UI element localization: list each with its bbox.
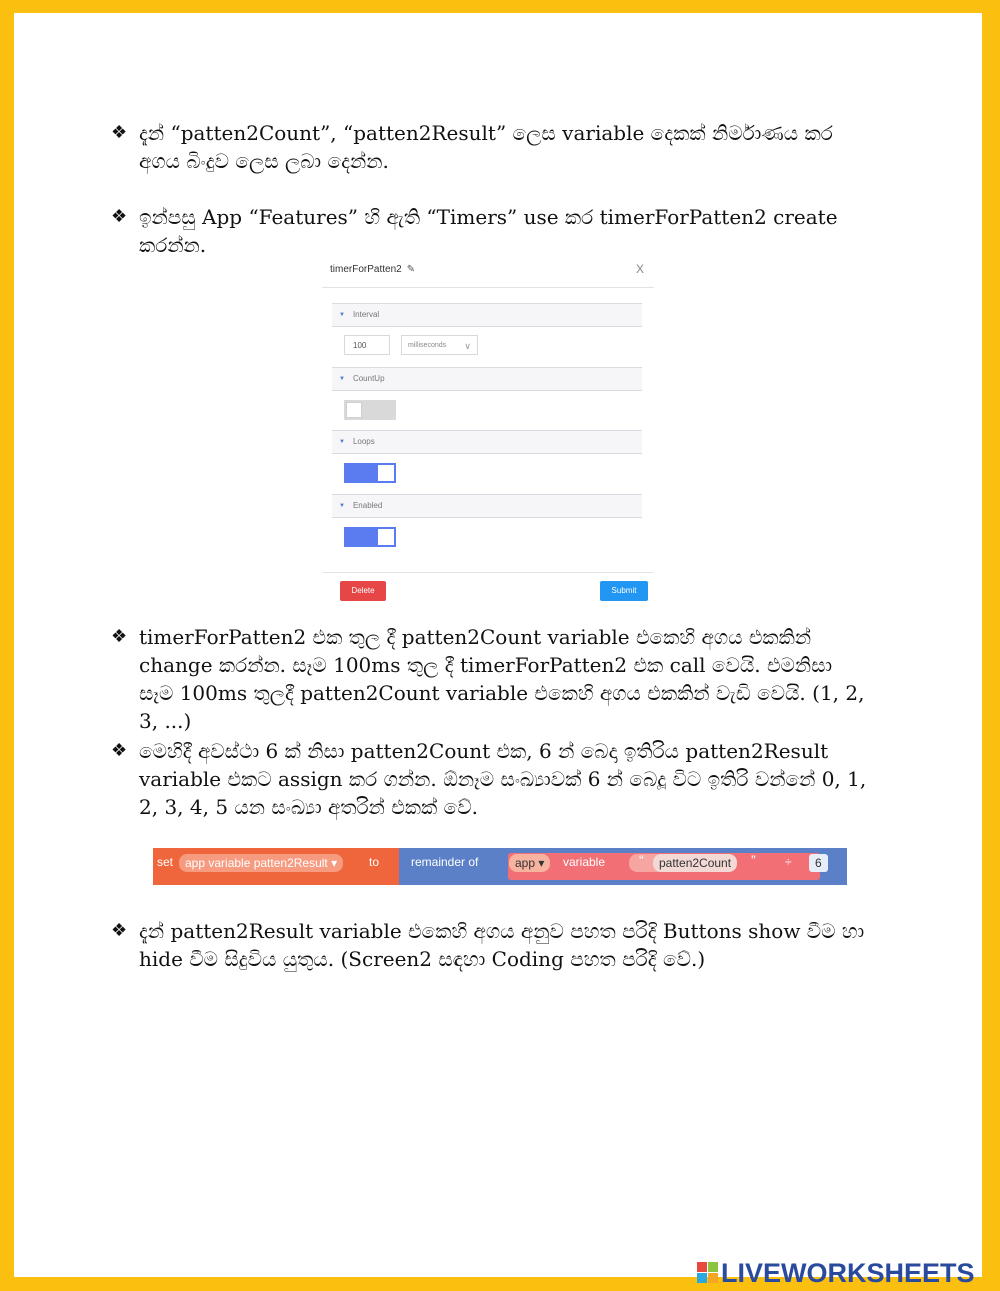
quote-open-icon: “ [639, 852, 644, 868]
caret-down-icon: ▼ [339, 312, 345, 318]
edit-icon[interactable]: ✎ [406, 264, 416, 275]
bullet-icon: ❖ [111, 626, 128, 647]
section-label: Loops [352, 437, 375, 447]
code-block [153, 848, 847, 885]
bullet-item [111, 917, 871, 977]
delete-button[interactable]: Delete [340, 581, 386, 601]
caret-down-icon: ▼ [339, 376, 345, 382]
liveworksheets-logo [697, 1258, 975, 1288]
enabled-toggle[interactable] [344, 527, 396, 547]
submit-button[interactable]: Submit [600, 581, 648, 601]
bullet-text: ඉන්පසු App “Features” හි ඇති “Timers” use කර timerForPatten2 create කරන්න. [139, 205, 838, 257]
loops-toggle[interactable] [344, 463, 396, 483]
bullet-text: මෙහිදී අවස්ථා 6 ක් නිසා patten2Count එක, 6 න් බෙදා ඉතිරිය patten2Result variable එකට assign කර ගන්න. ඕනෑම සංඛ්‍යාවක් 6 න් බෙදූ විට ඉතිරි වන්නේ 0, 1, 2, 3, 4, 5 යන සංඛ්‍යා අතරින් එකක් වේ. [139, 739, 867, 819]
section-label: Enabled [352, 501, 383, 511]
bullet-text: දැන් “patten2Count”, “patten2Result” ලෙස variable දෙකක් නිර්මාණය කර අගය බිංදුව ලෙස ලබා දෙන්න. [139, 121, 833, 173]
bullet-text: timerForPatten2 එක තුල දී patten2Count variable එකෙහි අගය එකකින් change කරන්න. සෑම 100ms තුල දී timerForPatten2 එක call වෙයි. එමනිසා සෑම 100ms තුලදී patten2Count variable එකෙහි අගය එකකින් වැඩි වෙයි. (1, 2, 3, ...) [139, 625, 865, 733]
logo-cube-icon [697, 1262, 719, 1284]
caret-down-icon: ▼ [339, 439, 345, 445]
section-interval[interactable] [332, 303, 642, 327]
divider [322, 572, 654, 573]
divide-icon: ÷ [785, 855, 792, 869]
set-keyword: set [157, 855, 174, 869]
dropdown-arrow-icon: ▾ [538, 856, 545, 870]
interval-unit-select[interactable] [401, 335, 478, 355]
section-label: CountUp [352, 374, 385, 384]
target-variable-label: app variable patten2Result [185, 856, 328, 870]
bullet-icon: ❖ [111, 920, 128, 941]
dialog-title [330, 264, 415, 275]
quote-close-icon: ” [751, 852, 756, 868]
section-countup[interactable] [332, 367, 642, 391]
caret-down-icon: ▼ [339, 503, 345, 509]
dialog-title-text: timerForPatten2 [330, 264, 402, 275]
remainder-keyword: remainder of [411, 855, 479, 869]
section-label: Interval [352, 310, 380, 320]
toggle-knob [378, 529, 394, 545]
target-variable-dropdown[interactable] [179, 854, 343, 872]
interval-input[interactable]: 100 [344, 335, 390, 355]
bullet-text: දැන් patten2Result variable එකෙහි අගය අනුව පහත පරිදි Buttons show වීම හා hide වීම සිදුවිය යුතුය. (Screen2 සඳහා Coding පහත පරිදි වේ.) [139, 919, 865, 971]
divisor-field[interactable]: 6 [809, 854, 828, 872]
scope-label: app [515, 856, 536, 870]
scope-dropdown[interactable] [509, 854, 550, 872]
bullet-icon: ❖ [111, 206, 128, 227]
bullet-icon: ❖ [111, 122, 128, 143]
variable-keyword: variable [563, 855, 606, 869]
variable-name-field[interactable]: patten2Count [653, 854, 737, 872]
toggle-knob [378, 465, 394, 481]
interval-unit-value: milliseconds [408, 342, 447, 349]
logo-text: LIVEWORKSHEETS [721, 1258, 975, 1288]
close-icon[interactable]: X [635, 262, 644, 276]
section-loops[interactable] [332, 430, 642, 454]
bullet-item [111, 623, 871, 733]
bullet-item [111, 119, 871, 179]
section-enabled[interactable] [332, 494, 642, 518]
to-keyword: to [369, 855, 380, 869]
dropdown-arrow-icon: ▾ [331, 856, 338, 870]
countup-toggle[interactable] [344, 400, 396, 420]
timer-dialog [322, 252, 654, 600]
divider [322, 287, 654, 288]
bullet-item [111, 737, 871, 827]
toggle-knob [346, 402, 362, 418]
bullet-icon: ❖ [111, 740, 128, 761]
chevron-down-icon: ∨ [464, 341, 471, 351]
